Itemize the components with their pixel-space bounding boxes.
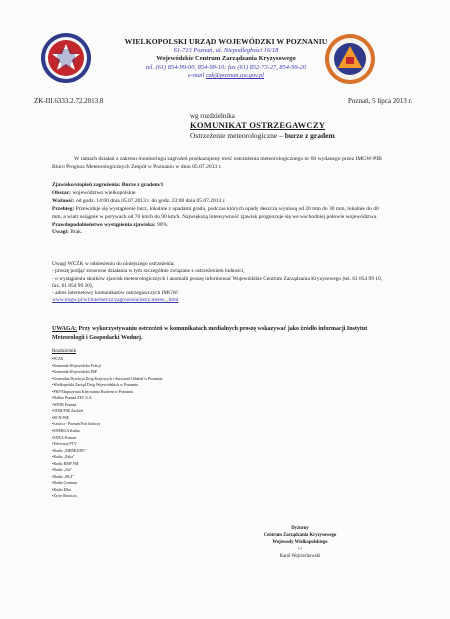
warning-course — [52, 206, 384, 222]
warning-probability-label: Prawdopodobieństwo wystąpienia zjawiska: — [52, 221, 156, 228]
distribution-item-label: Radio Elka — [53, 487, 71, 492]
distribution-item-label: Radio RMF FM — [53, 461, 79, 466]
bullet-icon: • — [52, 409, 54, 414]
bullet-icon: • — [52, 402, 54, 407]
warning-probability-value: 90%. — [155, 221, 169, 228]
warning-level-label: Zjawisko/stopień zagrożenia: — [52, 182, 121, 188]
bullet-icon: • — [52, 461, 54, 466]
distribution-item-label: ENERGA Kalisz — [53, 429, 80, 434]
center-name: Wojewódzkie Centrum Zarządzania Kryzysowego — [156, 55, 296, 63]
email-prefix: e-mail — [188, 72, 206, 80]
distribution-item-label: RCN PSE — [53, 415, 70, 420]
warning-validity — [52, 198, 384, 206]
imgw-link[interactable]: www.imgw.pl/wl/internet/zz/zagrozenia/ostrz.meteo_.html — [52, 297, 179, 304]
distribution-item-label: Radio „Zet" — [53, 468, 73, 473]
bullet-icon: • — [52, 442, 54, 447]
wczk-notes-intro: Uwagi WCZK w odniesieniu do niniejszego ostrzeżenia: — [52, 261, 175, 267]
signature-role: Dyżurny — [291, 526, 309, 531]
bullet-icon: • — [52, 494, 54, 499]
wczk-note-item: - adres internetowy komunikatów ostrzegawczych IMGW: — [52, 290, 179, 297]
distribution-item-label: PKP Ekspozytura Kierowania Ruchem w Poznaniu — [53, 389, 134, 394]
bullet-icon: • — [52, 370, 54, 375]
media-notice — [52, 325, 384, 342]
bullet-icon: • — [52, 481, 54, 486]
distribution-item-label: ODM PSE Zachód — [53, 409, 83, 414]
warning-level — [52, 182, 384, 190]
warning-level-value: Burze z gradem/1 — [120, 182, 164, 188]
warning-area-label: Obszar: — [52, 189, 71, 196]
distribution-item-label: Ławica - Poznań Port lotniczy — [53, 422, 101, 427]
warning-validity-value: od godz. 14:00 dnia 05.07.2013 r. do godz. 23:00 dnia 05.07.2013 r. — [74, 197, 226, 204]
intro-paragraph — [52, 155, 382, 171]
warning-remarks — [52, 229, 384, 237]
distribution-item-label: Generalna Dyrekcja Dróg Krajowych i Autostrad Oddział w Poznaniu — [53, 376, 163, 381]
subtitle-normal: Ostrzeżenie meteorologiczne – — [190, 131, 285, 140]
distribution-item — [52, 493, 163, 500]
distribution-item-label: WINB Poznań — [53, 402, 77, 407]
warning-details — [52, 182, 384, 237]
wczk-notes — [52, 261, 384, 305]
signature-office: Wojewody Wielkopolskiego — [272, 540, 328, 545]
document-title: KOMUNIKAT OSTRZEGAWCZY — [190, 120, 326, 130]
email-line — [95, 72, 357, 81]
warning-area-value: województwo wielkopolskie — [70, 189, 136, 196]
media-notice-label: UWAGA: — [52, 326, 77, 332]
media-notice-text: Przy wykorzystywaniu ostrzeżeń w komunikatach medialnych proszę wskazywać jako źródło informacji Instytut Meteorologii i Gospodarki Wodnej. — [52, 326, 368, 341]
distribution-heading: Rozdzielnik — [52, 349, 77, 354]
warning-course-value: Przewiduje się wystąpienie burz, lokalnie z opadami gradu, podczas których opady deszczu wyniosą od 20 mm do 30 mm, lokalnie do 40 mm, a wiatr osiągnie w porywach od 70 km/h do 90 km/h. Największą intensywność zjawisk prognozuje się we wschodniej połowie województwa. — [52, 205, 379, 220]
bullet-icon: • — [52, 357, 54, 361]
bullet-icon: • — [52, 435, 54, 440]
distribution-list — [52, 356, 163, 500]
bullet-icon: • — [52, 468, 54, 473]
distribution-item-label: Życie Rawicza — [53, 494, 77, 499]
warning-course-label: Przebieg: — [52, 205, 75, 212]
warning-area — [52, 190, 384, 198]
signature-mark: /-/ — [297, 547, 303, 552]
distribution-item-label: Dalkia Poznań ZEC S.A. — [53, 396, 93, 401]
eagle-crest-logo — [40, 32, 92, 84]
wczk-note-item: - proszę podjąć stosowne działania w tym szczególnie związane z ostrzeżeniem ludności, — [52, 268, 245, 275]
warning-probability — [52, 222, 384, 230]
reference-number: ZK-III.6333.2.72.2013.8 — [34, 97, 104, 105]
bullet-icon: • — [52, 455, 54, 460]
wczk-note-item: - o wystąpieniu skutków zjawisk meteorologicznych i anomalii proszę informować Wojewódzkie Centrum Zarządzania Kryzysowego (tel. 61 854 99 10, fax. 61 854 99 20), — [52, 275, 382, 289]
distribution-item-label: Radio „Eska" — [53, 455, 75, 460]
bullet-icon: • — [52, 396, 54, 401]
signature-name: Karol Wojciechowski — [279, 554, 321, 559]
phone-numbers: tel. (61) 854-99-00, 854-99-10; fax (61) 852-73-27, 854-99-20 — [145, 63, 307, 71]
letterhead — [95, 38, 357, 81]
warning-remarks-value: Brak. — [68, 229, 83, 236]
distribution-item-label: ENEA Poznań — [53, 435, 76, 440]
distribution-item-label: Radio Centrum — [53, 481, 78, 486]
distribution-note: wg rozdzielnika — [190, 112, 235, 120]
warning-remarks-label: Uwagi: — [52, 229, 69, 236]
bullet-icon: • — [52, 376, 54, 381]
bullet-icon: • — [52, 474, 54, 479]
bullet-icon: • — [52, 415, 54, 420]
email-link[interactable]: czk@poznan.uw.gov.pl — [205, 72, 264, 80]
organization-address: 61-713 Poznań, ul. Niepodległości 16/18 — [173, 46, 279, 54]
organization-name: WIELKOPOLSKI URZĄD WOJEWÓDZKI W POZNANIU — [124, 37, 328, 46]
subtitle-bold: burze z gradem — [284, 131, 335, 140]
bullet-icon: • — [52, 363, 54, 368]
bullet-icon: • — [52, 448, 54, 453]
bullet-icon: • — [52, 383, 54, 388]
bullet-icon: • — [52, 487, 54, 492]
bullet-icon: • — [52, 422, 54, 427]
bullet-icon: • — [52, 389, 54, 394]
bullet-icon: • — [52, 429, 54, 434]
distribution-item-label: Komenda Wojewódzka Policji — [53, 363, 101, 368]
distribution-item-label: Telewizja PTV — [53, 442, 77, 447]
document-date: Poznań, 5 lipca 2013 r. — [348, 97, 413, 105]
signature-block — [230, 525, 370, 560]
distribution-item-label: Wielkopolski Zarząd Dróg Wojewódzkich w Poznaniu — [53, 383, 139, 388]
distribution-item-label: Komenda Wojewódzka PSP — [53, 370, 98, 375]
distribution-item-label: Radio „MERKURY" — [53, 448, 87, 453]
intro-text: W ramach działań z zakresu monitoringu zagrożeń przekazujemy treść ostrzeżenia meteorologicznego nr 60 wydanego przez IMGW-PIB Biuro Prognoz Meteorologicznych Zespół w Poznaniu w dniu 05.07.2013 r. — [52, 156, 382, 170]
signature-center: Centrum Zarządzania Kryzysowego — [263, 533, 337, 538]
document-subtitle — [190, 131, 335, 140]
distribution-item-label: Radio „88,4" — [53, 474, 74, 479]
distribution-item-label: PCZK — [53, 357, 64, 361]
warning-validity-label: Ważność: — [52, 197, 75, 204]
